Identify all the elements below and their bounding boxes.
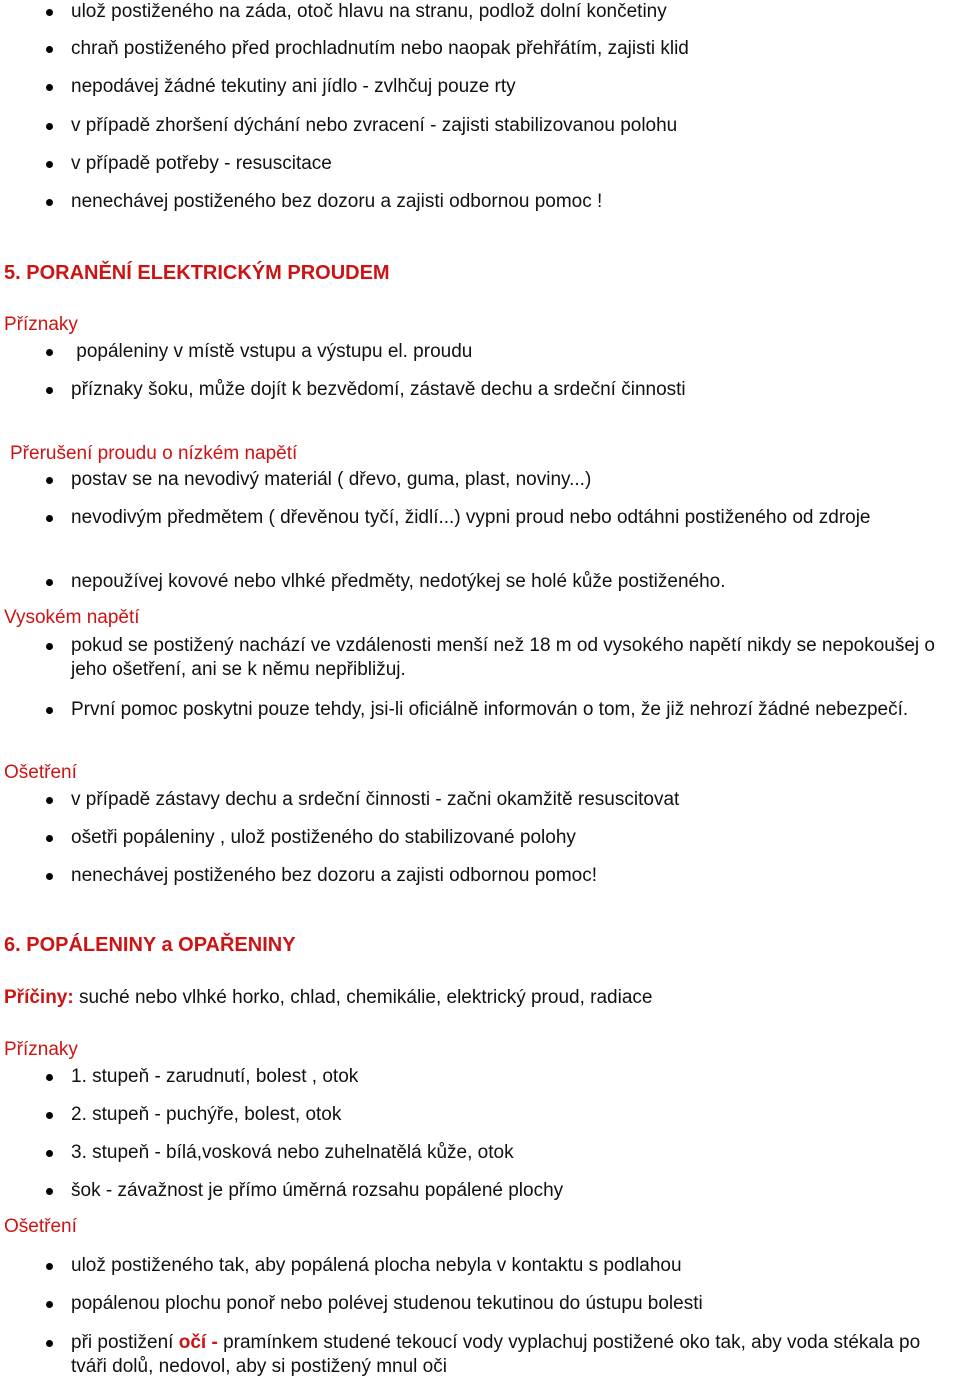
bullet-icon — [46, 873, 53, 880]
symptoms-heading: Příznaky — [4, 314, 78, 335]
bullet-icon — [46, 797, 53, 804]
bullet-icon — [46, 1263, 53, 1270]
list-item-text: nenechávej postiženého bez dozoru a zajisti odbornou pomoc! — [71, 865, 598, 886]
bullet-icon — [46, 579, 53, 586]
bullet-icon — [46, 1112, 53, 1119]
list-item-text — [71, 1331, 960, 1379]
bullet-icon — [46, 1340, 53, 1347]
low-voltage-heading: Přerušení proudu o nízkém napětí — [10, 443, 298, 464]
section-title: 6. POPÁLENINY a OPAŘENINY — [4, 934, 296, 956]
bullet-icon — [46, 1301, 53, 1308]
bullet-icon — [46, 643, 53, 650]
list-item-text: pokud se postižený nachází ve vzdálenosti menší než 18 m od vysokého napětí nikdy se nepokoušej o jeho ošetření, ani se k němu nepřibližuj. — [71, 635, 935, 680]
list-item-text: popálenou plochu ponoř nebo polévej studenou tekutinou do ústupu bolesti — [71, 1293, 703, 1314]
list-item-text: nenechávej postiženého bez dozoru a zajisti odbornou pomoc ! — [71, 191, 603, 212]
bullet-icon — [46, 199, 53, 206]
causes-label: Příčiny: — [4, 987, 74, 1008]
bullet-icon — [46, 123, 53, 130]
list-item-text: 1. stupeň - zarudnutí, bolest , otok — [71, 1066, 359, 1087]
list-item-text: chraň postiženého před prochladnutím nebo naopak přehřátím, zajisti klid — [71, 38, 689, 59]
bullet-icon — [46, 9, 53, 16]
causes-line — [4, 986, 960, 1010]
bullet-icon — [46, 161, 53, 168]
list-item-text: postav se na nevodivý materiál ( dřevo, guma, plast, noviny...) — [71, 469, 592, 490]
list-item-text: v případě zhoršení dýchání nebo zvracení - zajisti stabilizovanou polohu — [71, 115, 678, 136]
list-item-text: šok - závažnost je přímo úměrná rozsahu popálené plochy — [71, 1180, 564, 1201]
section-title: 5. PORANĚNÍ ELEKTRICKÝM PROUDEM — [4, 262, 390, 284]
bullet-icon — [46, 707, 53, 714]
list-item-text: 2. stupeň - puchýře, bolest, otok — [71, 1104, 342, 1125]
list-item-text: ulož postiženého tak, aby popálená plocha nebyla v kontaktu s podlahou — [71, 1255, 682, 1276]
eyes-rest: pramínkem studené tekoucí vody vyplachuj postižené oko tak, aby voda stékala po tváři dolů, nedovol, aby si postižený mnul oči — [71, 1332, 921, 1377]
treatment-heading: Ošetření — [4, 1216, 77, 1237]
bullet-icon — [46, 46, 53, 53]
list-item-text: 3. stupeň - bílá,vosková nebo zuhelnatělá kůže, otok — [71, 1142, 514, 1163]
high-voltage-heading: Vysokém napětí — [4, 607, 140, 628]
bullet-icon — [46, 84, 53, 91]
bullet-icon — [46, 477, 53, 484]
list-item-text: příznaky šoku, může dojít k bezvědomí, zástavě dechu a srdeční činnosti — [71, 379, 686, 400]
bullet-icon — [46, 1150, 53, 1157]
bullet-icon — [46, 349, 53, 356]
list-item-text: popáleniny v místě vstupu a výstupu el. proudu — [71, 341, 473, 362]
list-item-text: První pomoc poskytni pouze tehdy, jsi-li oficiálně informován o tom, že již nehrozí žádné nebezpečí. — [71, 699, 909, 720]
bullet-icon — [46, 835, 53, 842]
list-item-text: nepoužívej kovové nebo vlhké předměty, nedotýkej se holé kůže postiženého. — [71, 571, 726, 592]
list-item-text: ošetři popáleniny , ulož postiženého do stabilizované polohy — [71, 827, 576, 848]
bullet-icon — [46, 1188, 53, 1195]
list-item-text: ulož postiženého na záda, otoč hlavu na stranu, podlož dolní končetiny — [71, 1, 667, 22]
list-item-text: nepodávej žádné tekutiny ani jídlo - zvlhčuj pouze rty — [71, 76, 516, 97]
list-item-text: v případě zástavy dechu a srdeční činnosti - začni okamžitě resuscitovat — [71, 789, 680, 810]
eyes-prefix: při postižení — [71, 1332, 179, 1353]
bullet-icon — [46, 1074, 53, 1081]
bullet-icon — [46, 387, 53, 394]
symptoms-heading: Příznaky — [4, 1039, 78, 1060]
bullet-icon — [46, 515, 53, 522]
causes-text: suché nebo vlhké horko, chlad, chemikálie, elektrický proud, radiace — [73, 987, 653, 1008]
list-item-text: nevodivým předmětem ( dřevěnou tyčí, židlí...) vypni proud nebo odtáhni postiženého od zdroje — [71, 507, 871, 528]
treatment-heading: Ošetření — [4, 762, 77, 783]
eyes-bold: očí - — [178, 1332, 218, 1353]
list-item-text: v případě potřeby - resuscitace — [71, 153, 332, 174]
